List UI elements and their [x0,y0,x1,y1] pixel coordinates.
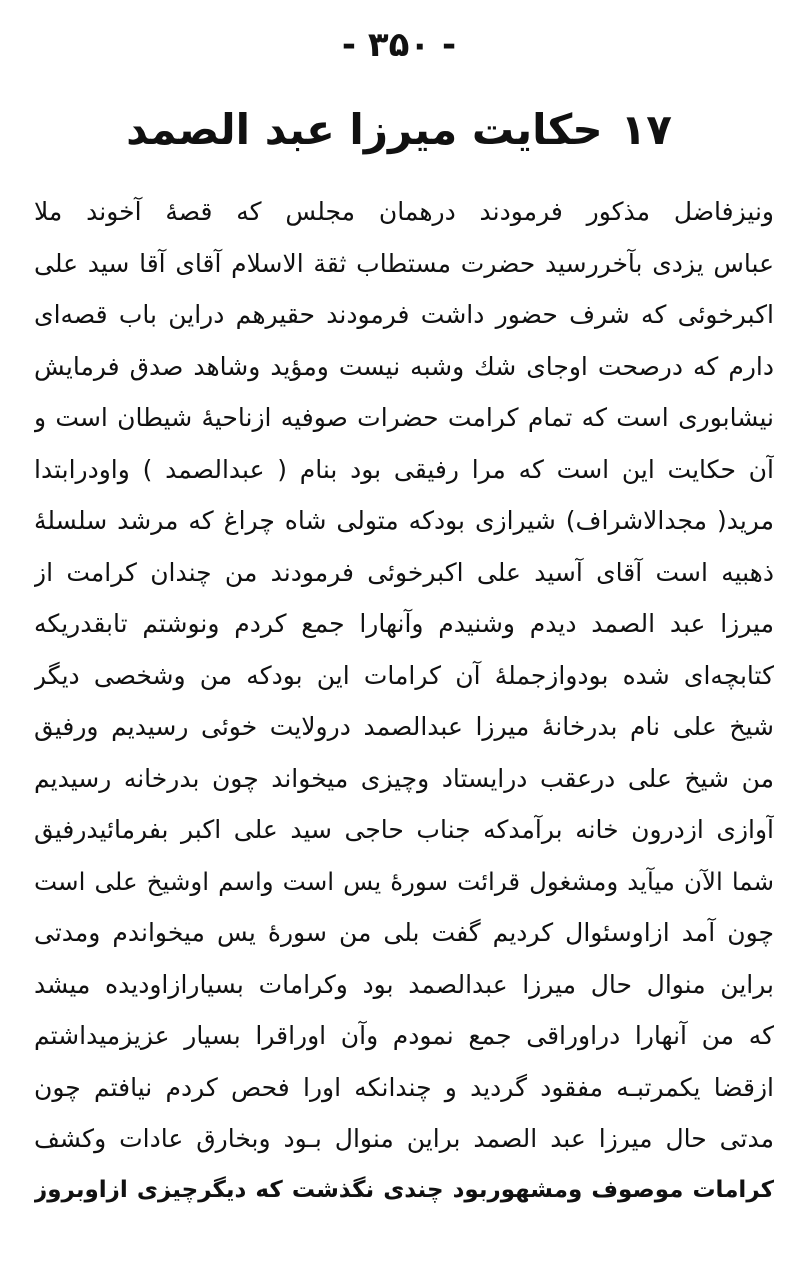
text-line: کرامات موصوف ومشهوربود چندی نگذشت که دیگرچیزی ازاوبروز [34,1176,774,1203]
text-line: من شیخ علی درعقب درایستاد وچیزی میخواند چون بدرخانه رسیدیم [34,763,774,793]
text-line: دارم که درصحت اوجای شك وشبه نیست ومؤید وشاهد صدق فرمایش [34,351,774,381]
text-line: ازقضا یکمرتبـه مفقود گردید و چندانکه اورا فحص کردم نیافتم چون [34,1072,774,1102]
text-line: براین منوال حال میرزا عبدالصمد بود وکرامات بسیارازاودیده میشد [34,969,774,999]
body-text [34,186,774,1216]
text-line: شما الآن میآید ومشغول قرائت سورهٔ یس است واسم اوشیخ علی است [34,866,774,896]
text-line: کتابچه‌ای شده بودوازجملهٔ آن کرامات این بودکه من وشخصی دیگر [34,660,774,690]
text-line: اکبرخوئی که شرف حضور داشت فرمودند حقیرهم دراین باب قصه‌ای [34,300,774,329]
chapter-heading [0,100,798,160]
chapter-title: حکایت میرزا عبد الصمد [126,105,603,154]
text-line: میرزا عبد الصمد دیدم وشنیدم وآنهارا جمع کردم ونوشتم تابقدریکه [34,609,774,638]
text-line: عباس یزدی بآخررسید حضرت مستطاب ثقة الاسلام آقای آقا سید علی [34,248,774,278]
chapter-number: ۱۷ [620,105,672,154]
text-line: مدتی حال میرزا عبد الصمد براین منوال بـود وبخارق عادات وکشف [34,1124,774,1153]
text-line: نیشابوری است که تمام کرامت حضرات صوفیه ازناحیهٔ شیطان است و [34,403,774,432]
text-line: آن حکایت این است که مرا رفیقی بود بنام ( عبدالصمد ) واودرابتدا [34,454,774,484]
text-line: مرید( مجدالاشراف) شیرازی بودکه متولی شاه چراغ که مرشد سلسلهٔ [34,506,774,535]
text-line: شیخ علی نام بدرخانهٔ میرزا عبدالصمد درولایت خوئی رسیدیم ورفیق [34,712,774,741]
page-number: - ۳۵۰ - [341,25,457,65]
text-line: آوازی ازدرون خانه برآمدکه جناب حاجی سید علی اکبر بفرمائیدرفیق [34,815,774,844]
text-line: ونیزفاضل مذکور فرمودند درهمان مجلس که قصهٔ آخوند ملا [34,197,774,226]
text-line: که من آنهارا دراوراقی جمع نمودم وآن اوراقرا بسیار عزیزمیداشتم [34,1021,774,1050]
text-line: چون آمد ازاوسئوال کردیم گفت بلی من سورهٔ یس میخواندم ومدتی [34,918,774,947]
text-line: ذهبیه است آقای آسید علی اکبرخوئی فرمودند من چندان کرامت از [34,557,774,587]
